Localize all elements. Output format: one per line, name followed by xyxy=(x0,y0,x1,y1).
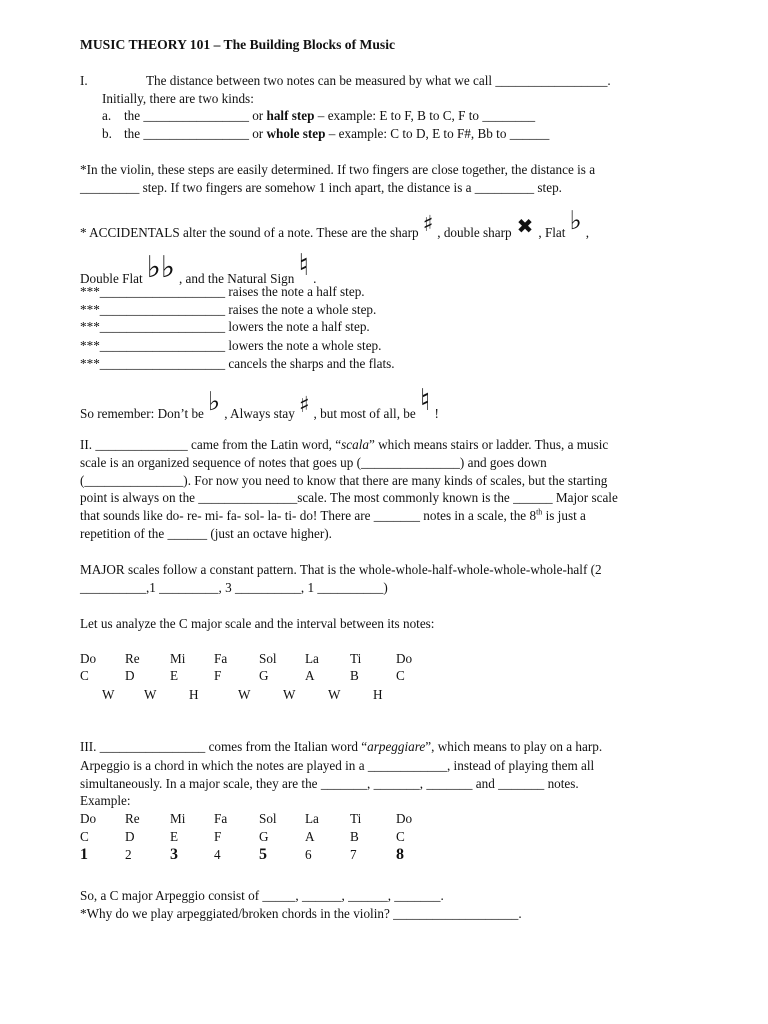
flat-icon: ♭ xyxy=(569,206,582,236)
table-cell: 3 xyxy=(170,846,178,863)
item-a-bold: half step xyxy=(266,108,315,123)
section-1-item-b xyxy=(102,125,550,143)
section-2-line-2: scale is an organized sequence of notes that goes up (_______________) and goes down xyxy=(80,455,547,470)
table-cell: D xyxy=(125,829,135,844)
item-b-post: – example: C to D, E to F#, Bb to ______ xyxy=(325,126,550,141)
section-2-line-5: that sounds like do- re- mi- fa- sol- la- ti- do! There are _______ notes in a scale, the 8th is just a xyxy=(80,507,586,523)
table-cell: 5 xyxy=(259,846,267,863)
remember-line: So remember: Don’t be ♭ , Always stay ♯ , but most of all, be ♮ ! xyxy=(80,383,439,421)
natural-icon: ♮ xyxy=(298,248,310,283)
table-cell: D xyxy=(125,668,135,683)
section-3-line-2: Arpeggio is a chord in which the notes are played in a ____________, instead of playing them all xyxy=(80,758,595,773)
natural-icon: ♮ xyxy=(419,383,431,418)
table-cell: C xyxy=(80,829,89,844)
item-a-post: – example: E to F, B to C, F to ________ xyxy=(314,108,536,123)
accidental-item-3: ***___________________ lowers the note a half step. xyxy=(80,319,370,334)
section-3-example: Example: xyxy=(80,793,131,808)
section-2-line-4: point is always on the _______________scale. The most commonly known is the ______ Major scale xyxy=(80,490,618,505)
table-cell: H xyxy=(373,687,383,702)
section-2-line-1: II. ______________ came from the Latin word, “scala” which means stairs or ladder. Thus, a music xyxy=(80,437,609,452)
table-cell: W xyxy=(238,687,251,702)
table-cell: A xyxy=(305,829,315,844)
table-cell: Do xyxy=(396,651,413,666)
section-3-line-3: simultaneously. In a major scale, they are the _______, _______, _______ and _______ notes. xyxy=(80,776,579,791)
section-1-item-a xyxy=(102,107,536,125)
item-b-marker: b. xyxy=(102,126,112,141)
table-cell: Sol xyxy=(259,651,277,666)
item-a-pre: the ________________ or xyxy=(124,108,267,123)
table-cell: Mi xyxy=(170,651,186,666)
section-3-line-1: III. ________________ comes from the Italian word “arpeggiare”, which means to play on a harp. xyxy=(80,739,603,754)
item-a-marker: a. xyxy=(102,108,112,123)
table-cell: 1 xyxy=(80,846,88,863)
table-cell: W xyxy=(144,687,157,702)
table-cell: B xyxy=(350,668,359,683)
closing-line-1: So, a C major Arpeggio consist of _____, ______, ______, _______. xyxy=(80,888,444,903)
table-cell: G xyxy=(259,829,269,844)
table-cell: Ti xyxy=(350,651,362,666)
table-cell: Ti xyxy=(350,811,362,826)
accidental-item-5: ***___________________ cancels the sharps and the flats. xyxy=(80,356,395,371)
table-cell: Do xyxy=(80,651,97,666)
table-cell: 6 xyxy=(305,847,312,862)
table-cell: La xyxy=(305,651,319,666)
section-2-line-6: repetition of the ______ (just an octave higher). xyxy=(80,526,332,541)
table-cell: 7 xyxy=(350,847,357,862)
table-cell: C xyxy=(80,668,89,683)
section-1-intro-text: The distance between two notes can be measured by what we call _________________. xyxy=(146,73,611,88)
table-cell: 8 xyxy=(396,846,404,863)
double-sharp-icon: ✖ xyxy=(516,214,534,238)
sharp-icon: ♯ xyxy=(298,393,310,418)
table-cell: A xyxy=(305,668,315,683)
violin-line-2: _________ step. If two fingers are somehow 1 inch apart, the distance is a _________ step. xyxy=(80,180,562,195)
table-cell: E xyxy=(170,668,179,683)
table-cell: G xyxy=(259,668,269,683)
table-cell: F xyxy=(214,829,222,844)
table-cell: 4 xyxy=(214,847,221,862)
table-cell: F xyxy=(214,668,222,683)
table-cell: Mi xyxy=(170,811,186,826)
table-cell: E xyxy=(170,829,179,844)
section-2-line-3: (_______________). For now you need to know that there are many kinds of scales, but the starting xyxy=(80,473,608,488)
table-cell: W xyxy=(328,687,341,702)
table-cell: Sol xyxy=(259,811,277,826)
section-1-numeral: I. xyxy=(80,73,88,88)
table-cell: Re xyxy=(125,811,140,826)
accidentals-line-1: * ACCIDENTALS alter the sound of a note. These are the sharp ♯ , double sharp ✖ , Flat ♭ , xyxy=(80,206,590,240)
sharp-icon: ♯ xyxy=(422,212,434,237)
major-line-2: __________,1 _________, 3 __________, 1 __________) xyxy=(80,580,388,595)
closing-line-2: *Why do we play arpeggiated/broken chords in the violin? ___________________. xyxy=(80,906,522,921)
table-cell: B xyxy=(350,829,359,844)
table-cell: W xyxy=(102,687,115,702)
analyze-line: Let us analyze the C major scale and the interval between its notes: xyxy=(80,616,435,631)
page-title: MUSIC THEORY 101 – The Building Blocks of Music xyxy=(80,37,396,52)
item-b-pre: the ________________ or xyxy=(124,126,267,141)
table-cell: Fa xyxy=(214,811,228,826)
double-flat-icon: ♭♭ xyxy=(146,250,175,285)
section-1-kinds: Initially, there are two kinds: xyxy=(102,91,254,106)
table-cell: H xyxy=(189,687,199,702)
accidental-item-2: ***___________________ raises the note a whole step. xyxy=(80,302,377,317)
major-line-1: MAJOR scales follow a constant pattern. That is the whole-whole-half-whole-whole-whole-half (2 xyxy=(80,562,602,577)
item-b-bold: whole step xyxy=(266,126,326,141)
table-cell: La xyxy=(305,811,319,826)
table-cell: Fa xyxy=(214,651,228,666)
table-cell: W xyxy=(283,687,296,702)
table-cell: Re xyxy=(125,651,140,666)
table-cell: Do xyxy=(396,811,413,826)
table-cell: 2 xyxy=(125,847,132,862)
violin-line-1: *In the violin, these steps are easily determined. If two fingers are close together, the distance is a xyxy=(80,162,596,177)
section-1-intro xyxy=(80,72,611,90)
table-cell: C xyxy=(396,829,405,844)
table-cell: C xyxy=(396,668,405,683)
accidental-item-4: ***___________________ lowers the note a whole step. xyxy=(80,338,382,353)
table-cell: Do xyxy=(80,811,97,826)
accidental-item-1: ***___________________ raises the note a half step. xyxy=(80,284,365,299)
flat-icon: ♭ xyxy=(207,387,221,417)
accidentals-line-2: Double Flat ♭♭ , and the Natural Sign ♮ . xyxy=(80,248,317,286)
